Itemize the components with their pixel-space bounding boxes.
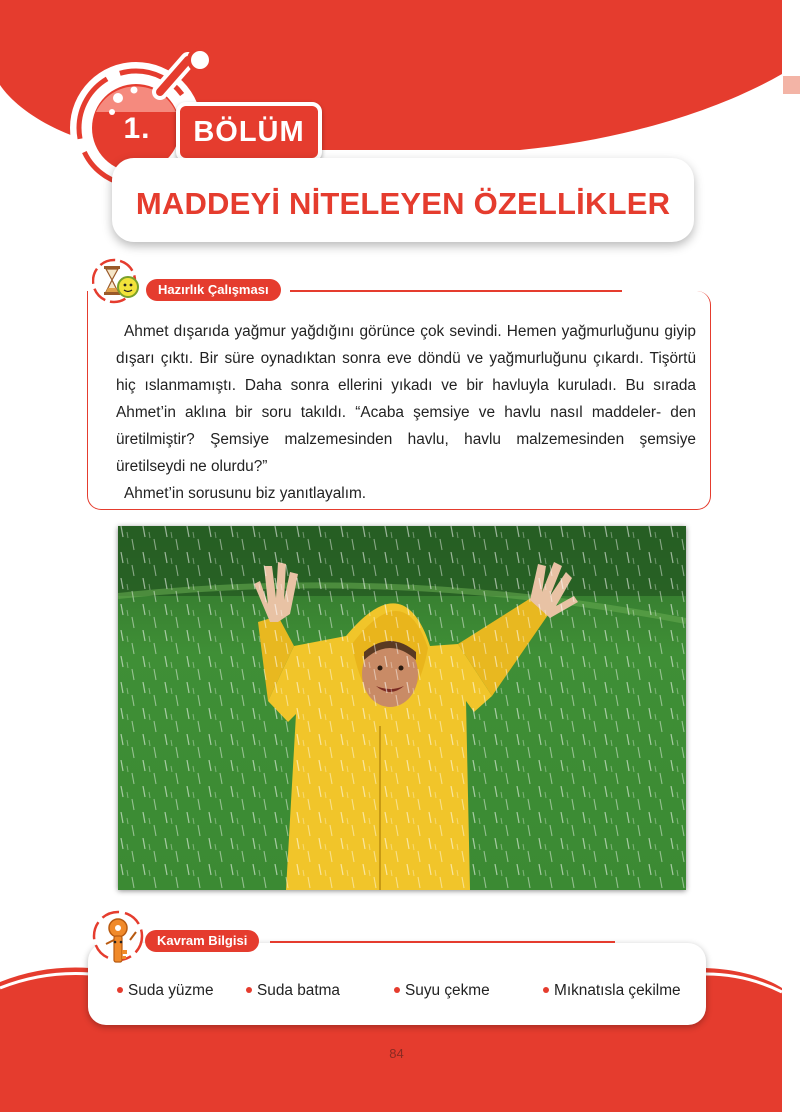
chapter-badge — [176, 102, 322, 162]
concept-item: Mıknatısla çekilme — [543, 982, 681, 1000]
bullet-icon — [394, 987, 400, 993]
section-label-preparation: Hazırlık Çalışması — [146, 279, 281, 301]
bullet-icon — [246, 987, 252, 993]
chapter-number: 1. — [123, 112, 151, 145]
section-divider — [290, 290, 622, 292]
chapter-label: BÖLÜM — [193, 116, 305, 148]
hourglass-clock-icon — [92, 258, 146, 304]
story-question: Ahmet’in sorusunu biz yanıtlayalım. — [124, 485, 367, 502]
section-label-concept: Kavram Bilgisi — [145, 930, 259, 952]
page-title: MADDEYİ NİTELEYEN ÖZELLİKLER — [135, 186, 671, 221]
bullet-icon — [543, 987, 549, 993]
bullet-icon — [117, 987, 123, 993]
key-character-icon — [92, 910, 150, 970]
photo-child-in-rain — [118, 526, 686, 890]
concept-item: Suda batma — [246, 982, 340, 1000]
title-card — [112, 158, 694, 242]
concept-item: Suyu çekme — [394, 982, 490, 1000]
section-divider — [270, 941, 615, 943]
story-paragraph: Ahmet dışarıda yağmur yağdığını görünce çok sevindi. Hemen yağmurluğunu giyip dışarı çıktı. Bir süre oynadıktan sonra eve döndü ve yağmurluğunu çıkardı. Tişörtü hiç ıslanmamıştı. Daha sonra ellerini yıkadı ve bir havluyla kuruladı. Bu sırada Ahmet’in aklına bir soru takıldı. “Acaba şemsiye ve havlu nasıl maddeler- den üretilmiştir? Şemsiye malzemesinden havlu, havlu malzemesinden şemsiye üretilseydi ne olurdu?” — [116, 323, 696, 475]
page-number: 84 — [389, 1046, 404, 1061]
concept-item: Suda yüzme — [117, 982, 214, 1000]
